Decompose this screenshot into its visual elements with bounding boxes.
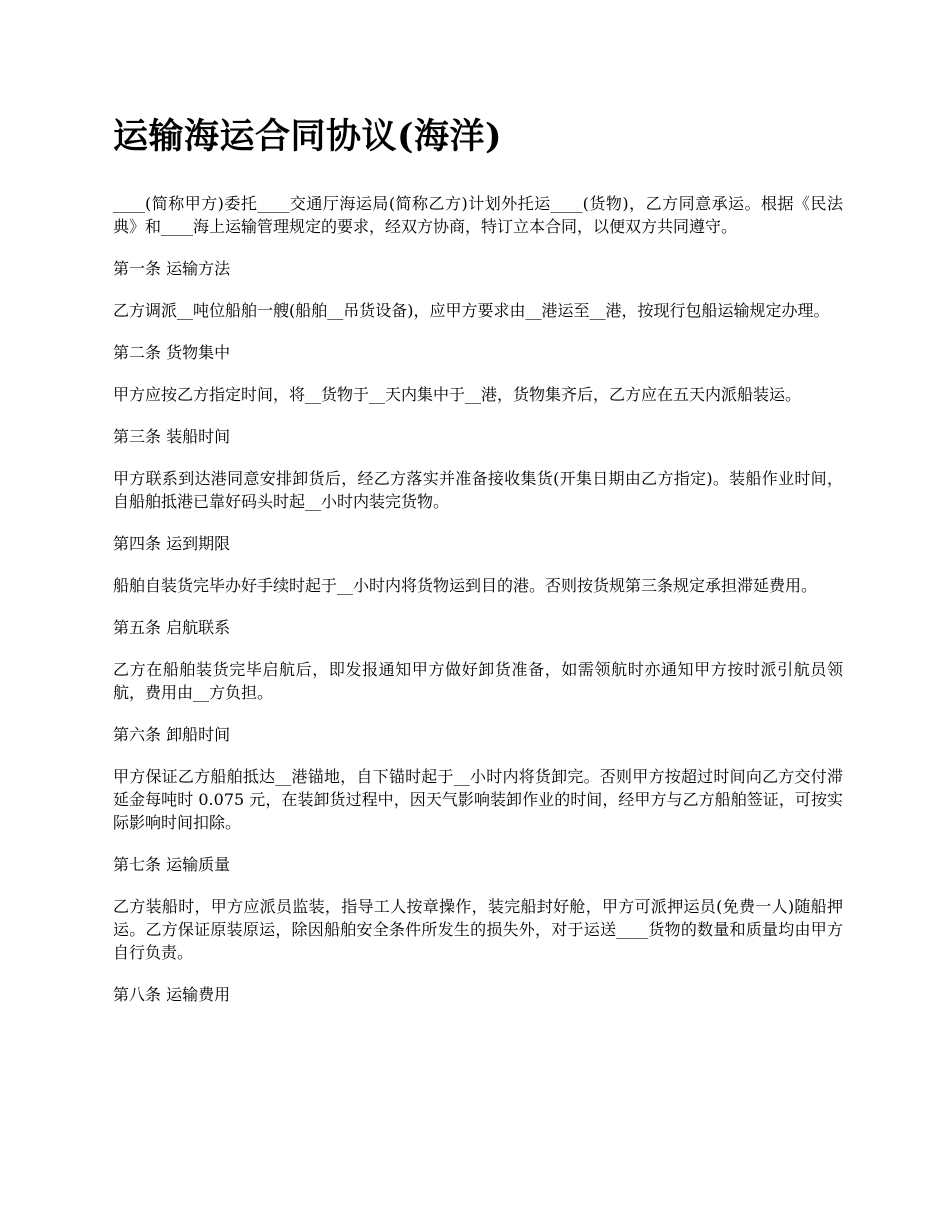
- section-heading-8: 第八条 运输费用: [113, 985, 231, 1004]
- section-body-6: 甲方保证乙方船舶抵达__港锚地，自下锚时起于__小时内将货卸完。否则甲方按超过时间向乙方交付滞延金每吨时 0.075 元，在装卸货过程中，因天气影响装卸作业的时间，经甲方与乙方船舶签证，可按实际影响时间扣除。: [113, 767, 843, 832]
- section-heading-5: 第五条 启航联系: [113, 618, 231, 637]
- intro-paragraph: ____(简称甲方)委托____交通厅海运局(简称乙方)计划外托运____(货物)，乙方同意承运。根据《民法典》和____海上运输管理规定的要求，经双方协商，特订立本合同，以便双方共同遵守。: [113, 194, 843, 236]
- section-heading-3: 第三条 装船时间: [113, 427, 231, 446]
- section-heading-1: 第一条 运输方法: [113, 259, 231, 278]
- section-body-1: 乙方调派__吨位船舶一艘(船舶__吊货设备)，应甲方要求由__港运至__港，按现行包船运输规定办理。: [113, 301, 830, 320]
- section-body-2: 甲方应按乙方指定时间，将__货物于__天内集中于__港，货物集齐后，乙方应在五天内派船装运。: [113, 385, 802, 404]
- section-heading-4: 第四条 运到期限: [113, 534, 231, 553]
- section-body-7: 乙方装船时，甲方应派员监装，指导工人按章操作，装完船封好舱，甲方可派押运员(免费一人)随船押运。乙方保证原装原运，除因船舶安全条件所发生的损失外，对于运送____货物的数量和质量均由甲方自行负责。: [113, 897, 843, 962]
- section-heading-2: 第二条 货物集中: [113, 343, 231, 362]
- section-heading-7: 第七条 运输质量: [113, 855, 231, 874]
- section-body-3: 甲方联系到达港同意安排卸货后，经乙方落实并准备接收集货(开集日期由乙方指定)。装船作业时间，自船舶抵港已靠好码头时起__小时内装完货物。: [113, 469, 843, 511]
- document-title: 运输海运合同协议(海洋): [113, 116, 503, 157]
- section-body-5: 乙方在船舶装货完毕启航后，即发报通知甲方做好卸货准备，如需领航时亦通知甲方按时派引航员领航，费用由__方负担。: [113, 660, 843, 702]
- section-body-4: 船舶自装货完毕办好手续时起于__小时内将货物运到目的港。否则按货规第三条规定承担滞延费用。: [113, 576, 818, 595]
- section-heading-6: 第六条 卸船时间: [113, 725, 231, 744]
- document-page: [113, 112, 843, 1025]
